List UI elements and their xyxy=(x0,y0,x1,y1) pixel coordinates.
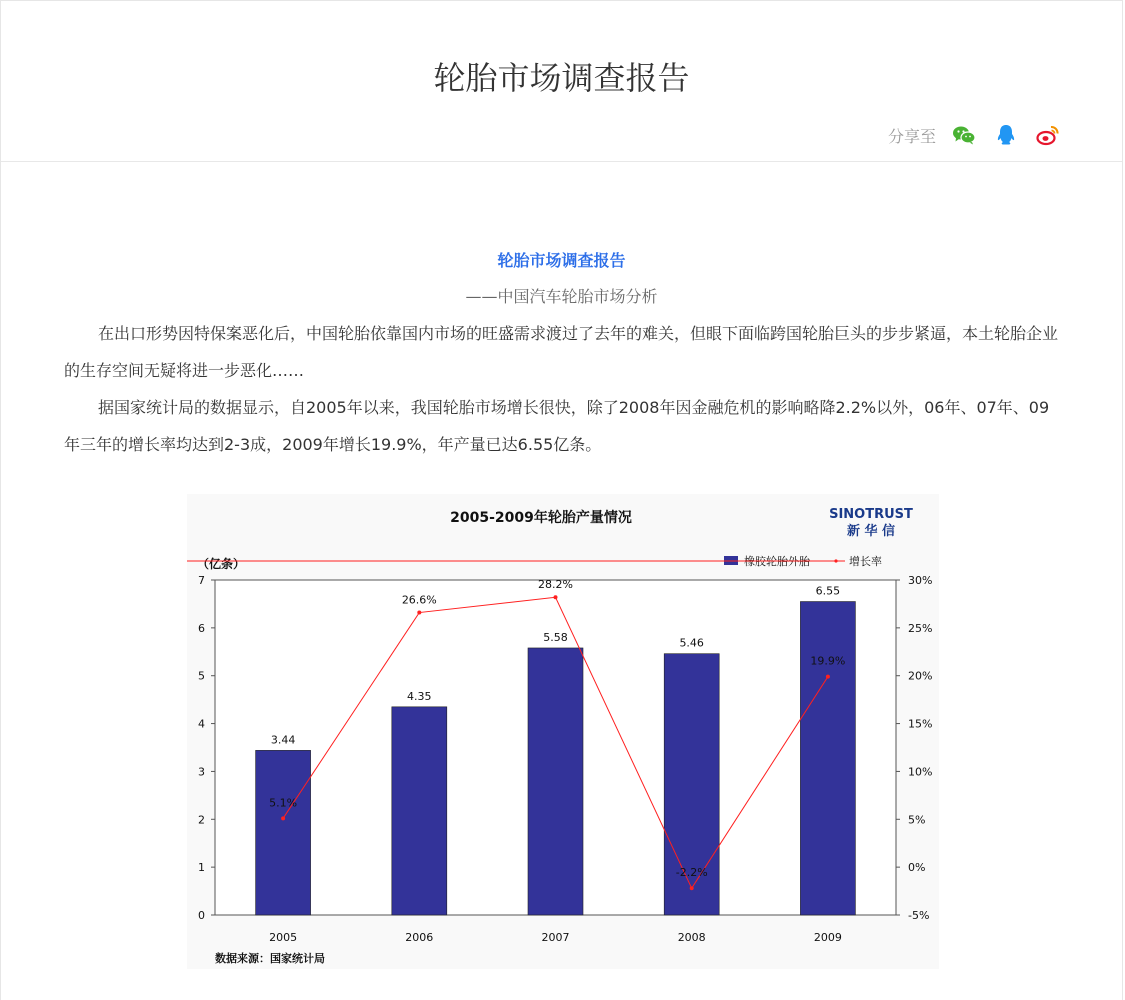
article-paragraph-2: 据国家统计局的数据显示，自2005年以来，我国轮胎市场增长很快，除了2008年因金融危机的影响略降2.2%以外，06年、07年、09年三年的增长率均达到2-3成，2009年增长19.9%，年产量已达6.55亿条。 xyxy=(64,398,1050,454)
legend-bar-label: 橡胶轮胎外胎 xyxy=(744,555,810,568)
y2-tick-label: 20% xyxy=(908,669,933,683)
share-bar xyxy=(888,123,1060,147)
y2-tick-label: 10% xyxy=(908,765,933,779)
bar-value-label: 3.44 xyxy=(270,733,296,747)
bar-value-label: 5.46 xyxy=(679,636,704,650)
growth-rate-point xyxy=(281,816,285,820)
weibo-icon[interactable] xyxy=(1036,123,1060,147)
y-tick-label: 7 xyxy=(198,574,205,587)
chart-image xyxy=(187,494,939,969)
growth-rate-point xyxy=(690,886,694,890)
x-tick-label: 2008 xyxy=(677,931,706,944)
growth-rate-point xyxy=(554,595,558,599)
brand-en: SINOTRUST xyxy=(829,507,913,522)
y-tick-label: 4 xyxy=(198,717,205,731)
bar xyxy=(256,750,311,915)
qq-icon[interactable] xyxy=(994,123,1018,147)
chart-source: 数据来源：国家统计局 xyxy=(215,952,325,965)
y2-tick-label: 15% xyxy=(908,717,933,731)
x-tick-label: 2005 xyxy=(269,931,298,944)
brand-cn: 新 华 信 xyxy=(846,524,896,539)
y-tick-label: 3 xyxy=(198,765,205,779)
bar-value-label: 6.55 xyxy=(815,584,841,598)
article-title: 轮胎市场调查报告 xyxy=(497,251,626,270)
y-tick-label: 6 xyxy=(198,621,205,635)
legend-line-label: 增长率 xyxy=(849,555,882,568)
growth-rate-label: 5.1% xyxy=(269,796,298,810)
y-axis-unit: （亿条） xyxy=(197,557,246,571)
y2-tick-label: 5% xyxy=(908,813,926,827)
bar-value-label: 4.35 xyxy=(407,689,432,703)
y-tick-label: 2 xyxy=(198,813,205,827)
bar xyxy=(392,707,447,915)
y-tick-label: 5 xyxy=(198,669,205,683)
bar xyxy=(528,648,583,915)
growth-rate-label: 19.9% xyxy=(810,654,846,668)
y-tick-label: 0 xyxy=(198,909,205,922)
x-tick-label: 2009 xyxy=(813,931,842,944)
y2-tick-label: 30% xyxy=(908,574,933,587)
y-tick-label: 1 xyxy=(198,861,205,875)
growth-rate-point xyxy=(826,675,830,679)
wechat-icon[interactable] xyxy=(952,123,976,147)
page-title: 轮胎市场调查报告 xyxy=(433,59,690,97)
y2-tick-label: 25% xyxy=(908,621,933,635)
y2-tick-label: -5% xyxy=(908,909,930,922)
bar xyxy=(800,602,855,915)
legend-line-marker xyxy=(834,559,837,562)
page-header xyxy=(1,1,1122,162)
bar-value-label: 5.58 xyxy=(543,630,568,644)
x-tick-label: 2007 xyxy=(541,931,570,944)
share-label: 分享至 xyxy=(887,126,936,146)
y2-tick-label: 0% xyxy=(908,861,926,875)
growth-rate-label: 26.6% xyxy=(401,593,437,607)
article-paragraph-1: 在出口形势因特保案恶化后，中国轮胎依靠国内市场的旺盛需求渡过了去年的难关，但眼下面临跨国轮胎巨头的步步紧逼，本土轮胎企业的生存空间无疑将进一步恶化…… xyxy=(64,324,1059,380)
growth-rate-label: 28.2% xyxy=(538,578,573,592)
growth-rate-label: -2.2% xyxy=(675,866,708,880)
x-tick-label: 2006 xyxy=(405,931,434,944)
article-subtitle: ——中国汽车轮胎市场分析 xyxy=(465,287,658,306)
growth-rate-point xyxy=(417,611,421,615)
chart-title: 2005-2009年轮胎产量情况 xyxy=(450,510,632,526)
production-chart xyxy=(187,494,939,969)
